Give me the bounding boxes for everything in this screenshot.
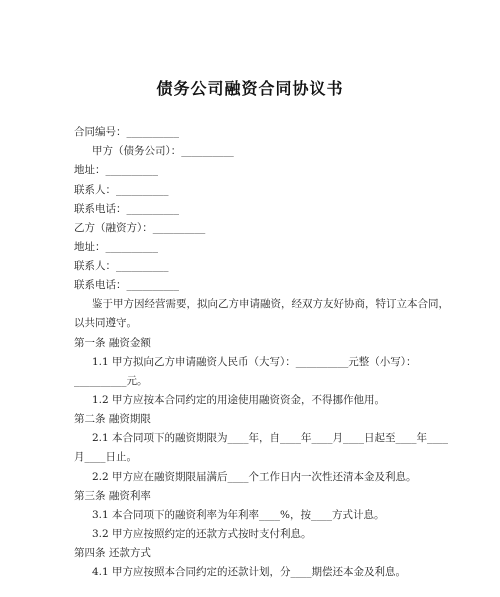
party-b-phone-field: 联系电话：__________ [74,279,179,291]
document-title: 债务公司融资合同协议书 [156,79,344,98]
preamble-line-2: 以共同遵守。 [74,317,137,329]
clause-3-2: 3.2 甲方应按照约定的还款方式按时支付利息。 [92,528,312,540]
party-a-address-field: 地址：__________ [74,164,158,176]
party-a-field: 甲方（债务公司）：__________ [92,145,234,157]
clause-4-1: 4.1 甲方应按照本合同约定的还款计划，分____期偿还本金及利息。 [92,566,407,578]
party-a-phone-field: 联系电话：__________ [74,203,179,215]
article-3-heading: 第三条 融资利率 [74,490,151,502]
article-4-heading: 第四条 还款方式 [74,547,151,559]
party-b-contact-field: 联系人：__________ [74,260,169,272]
contract-number-field: 合同编号：__________ [74,126,179,138]
preamble-line-1: 鉴于甲方因经营需要，拟向乙方申请融资，经双方友好协商，特订立本合同， [92,298,449,310]
clause-3-1: 3.1 本合同项下的融资利率为年利率____%，按____方式计息。 [92,509,385,521]
clause-1-1-line-1: 1.1 甲方拟向乙方申请融资人民币（大写）：__________元整（小写）： [92,356,417,368]
article-2-heading: 第二条 融资期限 [74,413,151,425]
clause-2-1-line-2: 月____日止。 [74,451,137,463]
article-1-heading: 第一条 融资金额 [74,337,151,349]
clause-1-2: 1.2 甲方应按本合同约定的用途使用融资资金，不得挪作他用。 [92,394,386,406]
clause-2-1-line-1: 2.1 本合同项下的融资期限为____年，自____年____月____日起至____年____ [92,432,449,444]
party-b-field: 乙方（融资方）：__________ [74,222,206,234]
party-a-contact-field: 联系人：__________ [74,184,169,196]
clause-2-2: 2.2 甲方应在融资期限届满后____个工作日内一次性还清本金及利息。 [92,471,417,483]
party-b-address-field: 地址：__________ [74,241,158,253]
clause-1-1-line-2: __________元。 [74,375,148,387]
